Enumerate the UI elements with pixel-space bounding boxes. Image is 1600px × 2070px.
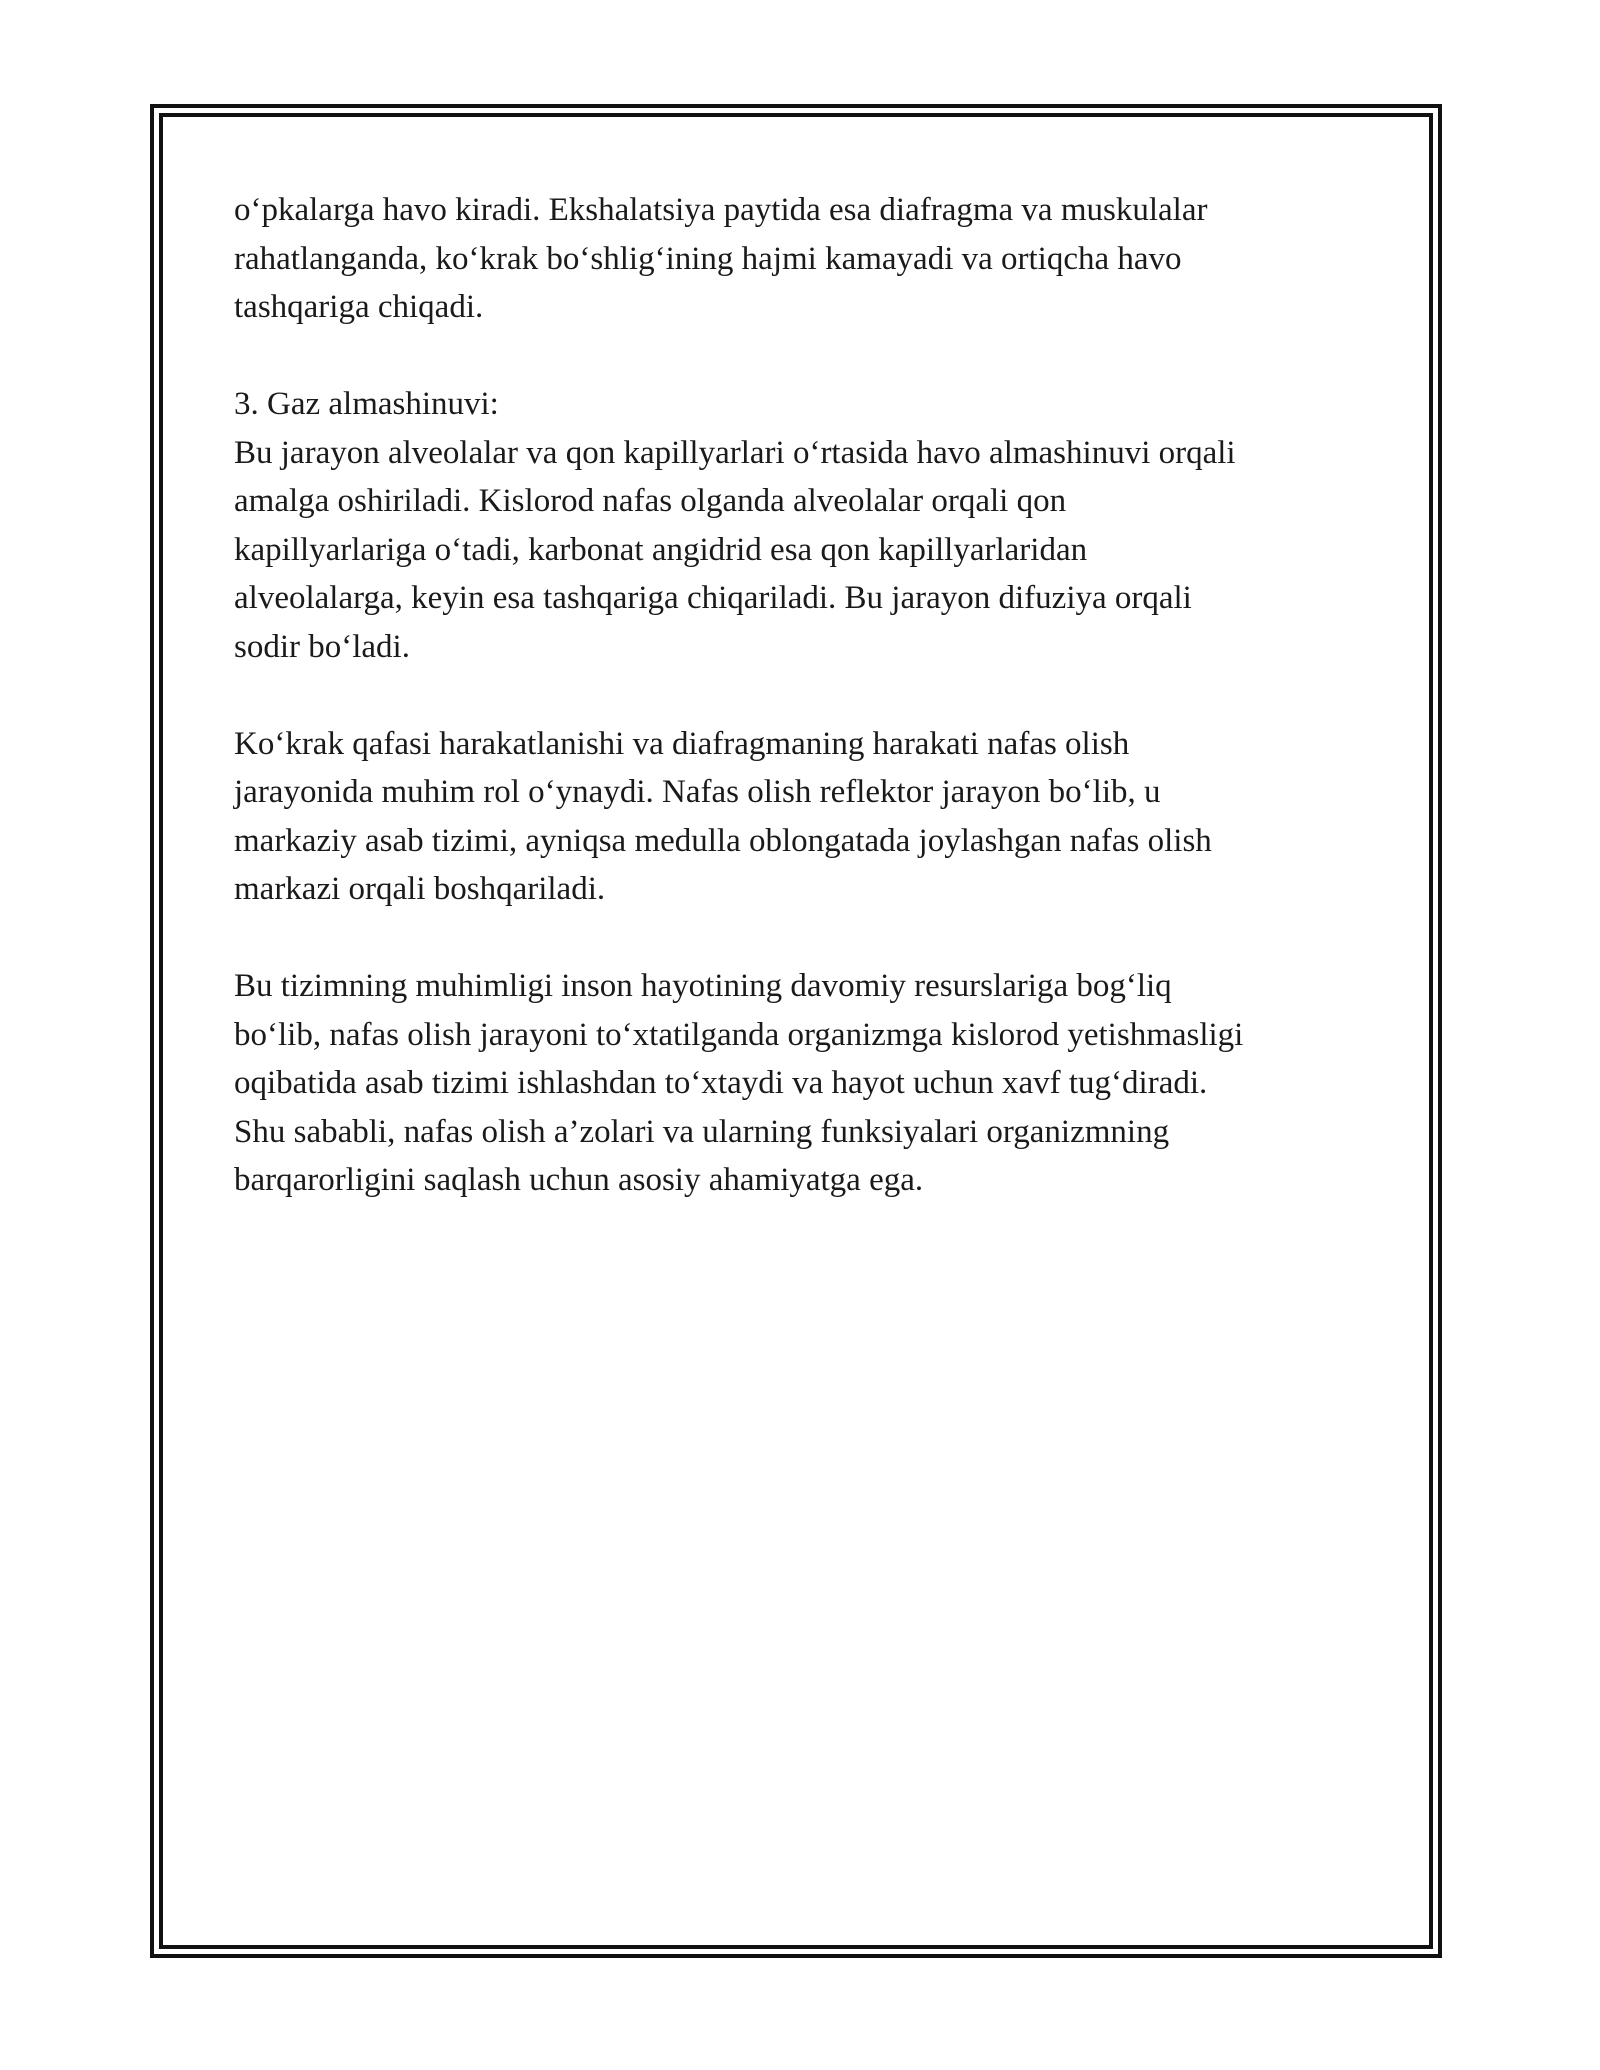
text-line: Bu tizimning muhimligi inson hayotining davomiy resurslariga bog‘liq	[234, 968, 1172, 1004]
text-line: amalga oshiriladi. Kislorod nafas olganda alveolalar orqali qon	[234, 483, 1067, 519]
text-line: Bu jarayon alveolalar va qon kapillyarlari o‘rtasida havo almashinuvi orqali	[234, 434, 1236, 471]
text-line: bo‘lib, nafas olish jarayoni to‘xtatilganda organizmga kislorod yetishmasligi	[234, 1016, 1244, 1053]
text-line: sodir bo‘ladi.	[234, 628, 410, 665]
text-line: markaziy asab tizimi, ayniqsa medulla oblongatada joylashgan nafas olish	[234, 822, 1212, 859]
text-line: Shu sababli, nafas olish a’zolari va ularning funksiyalari organizmning	[234, 1113, 1170, 1150]
document-body	[234, 186, 1364, 1253]
section-heading: 3. Gaz almashinuvi:	[234, 386, 499, 422]
text-line: markazi orqali boshqariladi.	[234, 871, 606, 907]
text-line: alveolalarga, keyin esa tashqariga chiqariladi. Bu jarayon difuziya orqali	[234, 580, 1192, 616]
text-line: barqarorligini saqlash uchun asosiy ahamiyatga ega.	[234, 1162, 924, 1198]
text-line: Ko‘krak qafasi harakatlanishi va diafragmaning harakati nafas olish	[234, 725, 1130, 762]
text-line: oqibatida asab tizimi ishlashdan to‘xtaydi va hayot uchun xavf tug‘diradi.	[234, 1065, 1208, 1101]
paragraph-importance	[234, 962, 1364, 1205]
text-line: tashqariga chiqadi.	[234, 289, 484, 325]
paragraph-chest-movement	[234, 720, 1364, 914]
text-line: kapillyarlariga o‘tadi, karbonat angidrid esa qon kapillyarlaridan	[234, 531, 1088, 568]
paragraph-exhalation	[234, 186, 1364, 332]
text-line: o‘pkalarga havo kiradi. Ekshalatsiya paytida esa diafragma va muskulalar	[234, 192, 1208, 228]
text-line: rahatlanganda, ko‘krak bo‘shlig‘ining hajmi kamayadi va ortiqcha havo	[234, 240, 1182, 277]
paragraph-gas-exchange	[234, 380, 1364, 671]
text-line: jarayonida muhim rol o‘ynaydi. Nafas olish reflektor jarayon bo‘lib, u	[234, 774, 1161, 810]
